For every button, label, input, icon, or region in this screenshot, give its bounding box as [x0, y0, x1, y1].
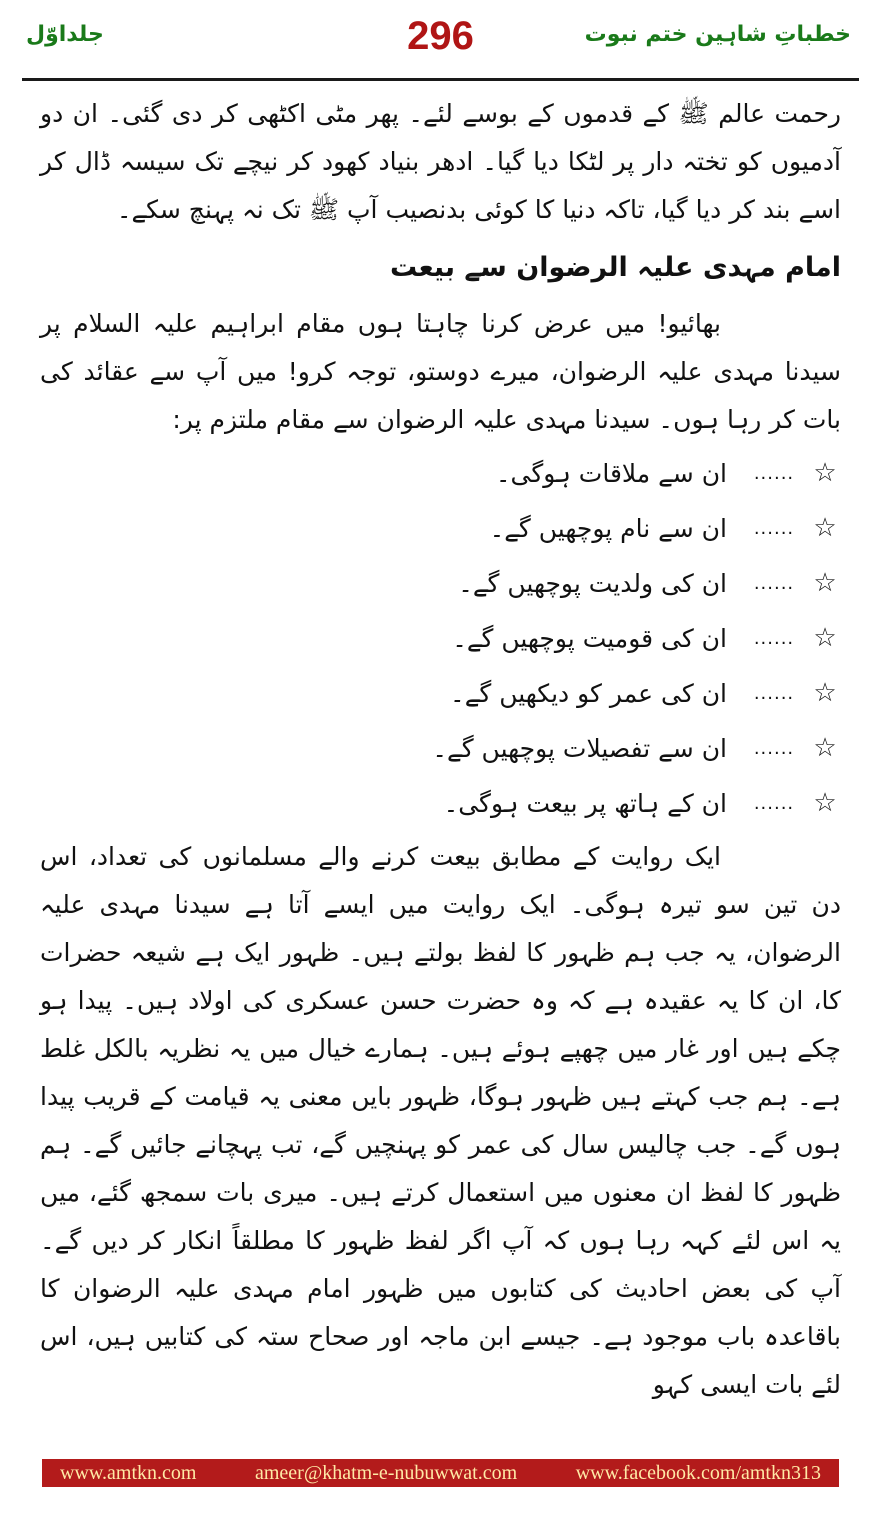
page-header — [22, 0, 859, 78]
list-dots: ...... — [753, 793, 795, 814]
paragraph-1: رحمت عالم ﷺ کے قدموں کے بوسے لئے۔ پھر مٹی اکٹھی کر دی گئی۔ ان دو آدمیوں کو تختہ دار پر لٹکا دیا گیا۔ ادھر بنیاد کھود کر نیچے تک سیسہ ڈال کر اسے بند کر دیا گیا، تاکہ دنیا کا کوئی بدنصیب آپ ﷺ تک نہ پہنچ سکے۔ — [40, 99, 841, 224]
star-icon: ☆ — [813, 733, 837, 763]
bullet-list — [40, 446, 841, 831]
star-icon: ☆ — [813, 788, 837, 818]
star-icon: ☆ — [813, 458, 837, 488]
list-item-text: ان کی عمر کو دیکھیں گے۔ — [450, 679, 727, 708]
list-item — [40, 721, 841, 776]
page-footer — [42, 1459, 839, 1487]
list-item-text: ان سے ملاقات ہوگی۔ — [495, 459, 727, 488]
list-item-text: ان سے تفصیلات پوچھیں گے۔ — [432, 734, 727, 763]
section-heading: امام مہدی علیہ الرضوان سے بیعت — [390, 252, 841, 283]
list-item — [40, 666, 841, 721]
footer-facebook[interactable]: www.facebook.com/amtkn313 — [575, 1461, 821, 1484]
paragraph-2: بھائیو! میں عرض کرنا چاہتا ہوں مقام ابراہیم علیہ السلام پر سیدنا مہدی علیہ الرضوان، میرے دوستو، توجہ کرو! میں آپ سے عقائد کی بات کر رہا ہوں۔ سیدنا مہدی علیہ الرضوان سے مقام ملتزم پر: — [40, 309, 841, 434]
book-title: خطباتِ شاہین ختم نبوت — [584, 22, 851, 47]
list-dots: ...... — [753, 463, 795, 484]
paragraph-3: ایک روایت کے مطابق بیعت کرنے والے مسلمانوں کی تعداد، اس دن تین سو تیرہ ہوگی۔ ایک روایت میں ایسے آتا ہے سیدنا مہدی علیہ الرضوان، یہ جب ہم ظہور کا لفظ بولتے ہیں۔ ظہور ایک ہے شیعہ حضرات کا، ان کا یہ عقیدہ ہے کہ وہ حضرت حسن عسکری کی اولاد ہیں۔ پیدا ہو چکے ہیں اور غار میں چھپے ہوئے ہیں۔ ہمارے خیال میں یہ نظریہ بالکل غلط ہے۔ ہم جب کہتے ہیں ظہور ہوگا، ظہور بایں معنی یہ قیامت کے قریب پیدا ہوں گے۔ جب چالیس سال کی عمر کو پہنچیں گے، تب پہچانے جائیں گے۔ ہم ظہور کا لفظ ان معنوں میں استعمال کرتے ہیں۔ میری بات سمجھ گئے، میں یہ اس لئے کہہ رہا ہوں کہ آپ اگر لفظ ظہور کا مطلقاً انکار کر دیں گے۔ آپ کی بعض احادیث کی کتابوں میں ظہور امام مہدی علیہ الرضوان کا باقاعدہ باب موجود ہے۔ جیسے ابن ماجہ اور صحاح ستہ کی کتابیں ہیں، اس لئے بات ایسی کہو — [40, 842, 841, 1399]
star-icon: ☆ — [813, 623, 837, 653]
list-item — [40, 776, 841, 831]
list-item-text: ان کی ولدیت پوچھیں گے۔ — [458, 569, 727, 598]
page-number: 296 — [407, 14, 474, 58]
list-item-text: ان کے ہاتھ پر بیعت ہوگی۔ — [443, 789, 727, 818]
footer-email[interactable]: ameer@khatm-e-nubuwwat.com — [254, 1461, 518, 1484]
list-dots: ...... — [753, 683, 795, 704]
page-content — [40, 90, 841, 1441]
list-item — [40, 501, 841, 556]
list-dots: ...... — [753, 573, 795, 594]
list-item — [40, 611, 841, 666]
list-dots: ...... — [753, 518, 795, 539]
list-dots: ...... — [753, 628, 795, 649]
list-item — [40, 556, 841, 611]
list-item-text: ان کی قومیت پوچھیں گے۔ — [452, 624, 727, 653]
star-icon: ☆ — [813, 513, 837, 543]
star-icon: ☆ — [813, 568, 837, 598]
list-item-text: ان سے نام پوچھیں گے۔ — [489, 514, 727, 543]
list-dots: ...... — [753, 738, 795, 759]
list-item — [40, 446, 841, 501]
footer-website[interactable]: www.amtkn.com — [60, 1461, 197, 1484]
volume-label: جلداوّل — [26, 22, 104, 47]
header-divider — [22, 78, 859, 81]
star-icon: ☆ — [813, 678, 837, 708]
